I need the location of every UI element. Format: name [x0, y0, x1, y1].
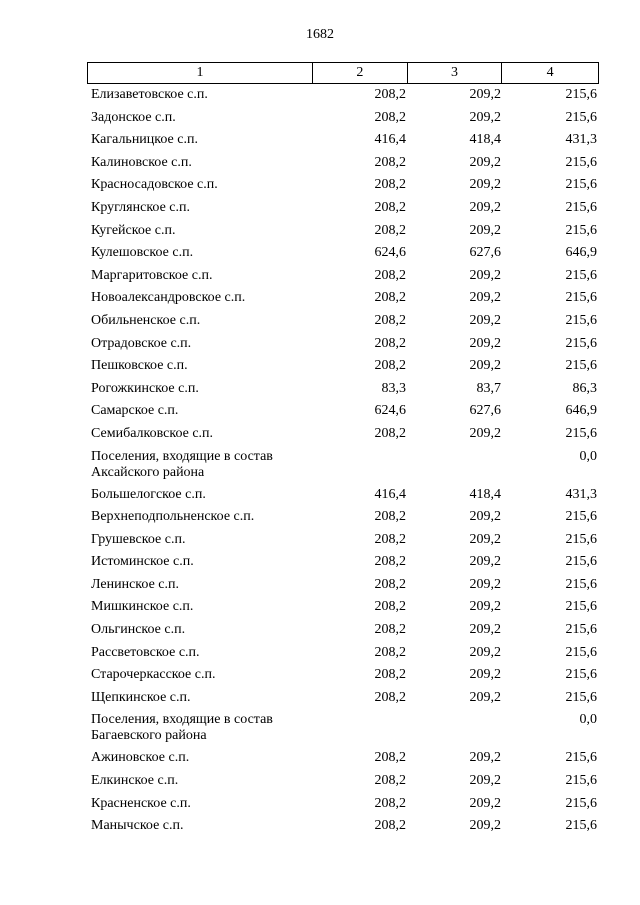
value-col-3: 209,2 — [469, 576, 501, 592]
value-col-3: 209,2 — [469, 290, 501, 306]
value-col-4: 215,6 — [565, 818, 597, 834]
value-col-2: 624,6 — [374, 403, 406, 419]
settlement-name: Щепкинское с.п. — [91, 689, 191, 705]
value-col-4: 0,0 — [579, 712, 597, 728]
settlement-name: Ажиновское с.п. — [91, 750, 190, 766]
value-col-4: 215,6 — [565, 177, 597, 193]
value-col-2: 208,2 — [374, 554, 406, 570]
value-col-2: 208,2 — [374, 87, 406, 102]
value-col-4: 0,0 — [579, 448, 597, 464]
table-row — [87, 596, 599, 619]
table-row — [87, 793, 599, 816]
settlement-name: Мишкинское с.п. — [91, 599, 194, 615]
table-row — [87, 220, 599, 243]
value-col-2: 208,2 — [374, 622, 406, 638]
value-col-3: 209,2 — [469, 358, 501, 374]
settlement-name: Семибалковское с.п. — [91, 425, 214, 441]
table-row — [87, 129, 599, 152]
value-col-2: 208,2 — [374, 599, 406, 615]
table-row — [87, 197, 599, 220]
value-col-2: 208,2 — [374, 267, 406, 283]
table-row — [87, 815, 599, 838]
value-col-3: 209,2 — [469, 818, 501, 834]
data-table — [87, 62, 599, 838]
table-row — [87, 174, 599, 197]
value-col-3: 83,7 — [476, 380, 501, 396]
value-col-2: 208,2 — [374, 509, 406, 525]
table-row — [87, 446, 599, 484]
value-col-4: 215,6 — [565, 531, 597, 547]
table-row — [87, 642, 599, 665]
value-col-2 — [313, 709, 408, 712]
value-col-2: 208,2 — [374, 667, 406, 683]
table-header — [87, 62, 599, 84]
settlement-name: Круглянское с.п. — [91, 199, 190, 215]
value-col-3: 209,2 — [469, 773, 501, 789]
table-row — [87, 84, 599, 107]
value-col-2: 208,2 — [374, 773, 406, 789]
value-col-2: 416,4 — [374, 486, 406, 502]
value-col-2: 208,2 — [374, 199, 406, 215]
value-col-3: 209,2 — [469, 689, 501, 705]
header-col-3: 3 — [408, 63, 503, 83]
settlement-name: Истоминское с.п. — [91, 554, 194, 570]
settlement-name: Маргаритовское с.п. — [91, 267, 213, 283]
value-col-3: 209,2 — [469, 509, 501, 525]
value-col-3: 209,2 — [469, 599, 501, 615]
header-col-2: 2 — [313, 63, 408, 83]
table-row — [87, 310, 599, 333]
value-col-3: 627,6 — [469, 245, 501, 261]
table-row — [87, 664, 599, 687]
value-col-3: 209,2 — [469, 750, 501, 766]
table-row — [87, 333, 599, 356]
value-col-2: 208,2 — [374, 335, 406, 351]
table-row — [87, 529, 599, 552]
value-col-4: 215,6 — [565, 222, 597, 238]
value-col-4: 215,6 — [565, 109, 597, 125]
table-row — [87, 551, 599, 574]
table-row — [87, 747, 599, 770]
table-row — [87, 378, 599, 401]
table-row — [87, 355, 599, 378]
value-col-4: 431,3 — [565, 132, 597, 148]
value-col-4: 215,6 — [565, 425, 597, 441]
value-col-3: 209,2 — [469, 87, 501, 102]
value-col-4: 215,6 — [565, 554, 597, 570]
value-col-4: 215,6 — [565, 509, 597, 525]
value-col-2: 83,3 — [381, 380, 406, 396]
value-col-2: 208,2 — [374, 531, 406, 547]
value-col-2: 208,2 — [374, 222, 406, 238]
settlement-name: Обильненское с.п. — [91, 312, 201, 328]
value-col-3: 209,2 — [469, 177, 501, 193]
settlement-name: Манычское с.п. — [91, 818, 184, 834]
value-col-4: 215,6 — [565, 87, 597, 102]
settlement-name: Верхнеподпольненское с.п. — [91, 509, 255, 525]
table-row — [87, 484, 599, 507]
value-col-3: 209,2 — [469, 335, 501, 351]
value-col-3: 209,2 — [469, 554, 501, 570]
settlement-name: Новоалександровское с.п. — [91, 290, 246, 306]
value-col-2: 208,2 — [374, 795, 406, 811]
value-col-4: 431,3 — [565, 486, 597, 502]
value-col-2: 208,2 — [374, 290, 406, 306]
value-col-4: 215,6 — [565, 773, 597, 789]
value-col-3: 209,2 — [469, 312, 501, 328]
value-col-4: 215,6 — [565, 576, 597, 592]
value-col-2: 208,2 — [374, 689, 406, 705]
value-col-4: 215,6 — [565, 267, 597, 283]
value-col-2: 208,2 — [374, 576, 406, 592]
value-col-3: 418,4 — [469, 132, 501, 148]
value-col-4: 86,3 — [572, 380, 597, 396]
table-row — [87, 107, 599, 130]
settlement-name: Самарское с.п. — [91, 403, 179, 419]
settlement-name: Поселения, входящие в состав Багаевского района — [91, 712, 273, 744]
value-col-4: 215,6 — [565, 290, 597, 306]
settlement-name: Кугейское с.п. — [91, 222, 176, 238]
settlement-name: Грушевское с.п. — [91, 531, 186, 547]
value-col-2: 416,4 — [374, 132, 406, 148]
header-col-4: 4 — [546, 65, 554, 80]
settlement-name: Поселения, входящие в состав Аксайского района — [91, 448, 273, 480]
value-col-2: 208,2 — [374, 177, 406, 193]
value-col-3: 209,2 — [469, 622, 501, 638]
settlement-name: Рассветовское с.п. — [91, 644, 200, 660]
value-col-4: 215,6 — [565, 667, 597, 683]
table-row — [87, 687, 599, 710]
settlement-name: Задонское с.п. — [91, 109, 176, 125]
settlement-name: Отрадовское с.п. — [91, 335, 192, 351]
table-row — [87, 423, 599, 446]
table-row — [87, 287, 599, 310]
value-col-3: 209,2 — [469, 667, 501, 683]
table-body — [87, 84, 599, 838]
table-row — [87, 619, 599, 642]
settlement-name: Кагальницкое с.п. — [91, 132, 198, 148]
settlement-name: Красносадовское с.п. — [91, 177, 218, 193]
value-col-2: 208,2 — [374, 750, 406, 766]
value-col-3: 209,2 — [469, 199, 501, 215]
table-row — [87, 152, 599, 175]
value-col-4: 215,6 — [565, 622, 597, 638]
value-col-2: 208,2 — [374, 818, 406, 834]
settlement-name: Пешковское с.п. — [91, 358, 188, 374]
value-col-2: 208,2 — [374, 425, 406, 441]
value-col-3: 209,2 — [469, 644, 501, 660]
settlement-name: Елкинское с.п. — [91, 773, 179, 789]
value-col-2: 208,2 — [374, 109, 406, 125]
value-col-4: 215,6 — [565, 795, 597, 811]
table-row — [87, 506, 599, 529]
value-col-4: 646,9 — [565, 403, 597, 419]
settlement-name: Старочеркасское с.п. — [91, 667, 216, 683]
value-col-3: 209,2 — [469, 154, 501, 170]
value-col-2: 208,2 — [374, 358, 406, 374]
table-row — [87, 770, 599, 793]
value-col-4: 215,6 — [565, 199, 597, 215]
settlement-name: Рогожкинское с.п. — [91, 380, 199, 396]
table-row — [87, 265, 599, 288]
header-col-1: 1 — [88, 63, 313, 83]
settlement-name: Большелогское с.п. — [91, 486, 206, 502]
table-row — [87, 574, 599, 597]
value-col-4: 215,6 — [565, 599, 597, 615]
table-row — [87, 400, 599, 423]
value-col-3: 209,2 — [469, 531, 501, 547]
value-col-3: 209,2 — [469, 222, 501, 238]
value-col-3: 209,2 — [469, 109, 501, 125]
settlement-name: Красненское с.п. — [91, 795, 191, 811]
value-col-4: 215,6 — [565, 154, 597, 170]
value-col-3: 418,4 — [469, 486, 501, 502]
value-col-2: 208,2 — [374, 154, 406, 170]
value-col-4: 215,6 — [565, 750, 597, 766]
value-col-2 — [313, 446, 408, 449]
value-col-2: 208,2 — [374, 312, 406, 328]
value-col-3 — [408, 709, 503, 712]
table-row — [87, 709, 599, 747]
settlement-name: Калиновское с.п. — [91, 154, 192, 170]
value-col-4: 215,6 — [565, 689, 597, 705]
value-col-3: 209,2 — [469, 425, 501, 441]
settlement-name: Елизаветовское с.п. — [91, 87, 208, 102]
value-col-2: 208,2 — [374, 644, 406, 660]
settlement-name: Ленинское с.п. — [91, 576, 179, 592]
value-col-3 — [408, 446, 503, 449]
value-col-3: 209,2 — [469, 795, 501, 811]
settlement-name: Кулешовское с.п. — [91, 245, 194, 261]
value-col-4: 215,6 — [565, 358, 597, 374]
page-number: 1682 — [306, 27, 334, 42]
value-col-4: 215,6 — [565, 335, 597, 351]
value-col-3: 627,6 — [469, 403, 501, 419]
settlement-name: Ольгинское с.п. — [91, 622, 186, 638]
table-row — [87, 242, 599, 265]
value-col-4: 215,6 — [565, 644, 597, 660]
value-col-4: 215,6 — [565, 312, 597, 328]
value-col-2: 624,6 — [374, 245, 406, 261]
value-col-4: 646,9 — [565, 245, 597, 261]
value-col-3: 209,2 — [469, 267, 501, 283]
